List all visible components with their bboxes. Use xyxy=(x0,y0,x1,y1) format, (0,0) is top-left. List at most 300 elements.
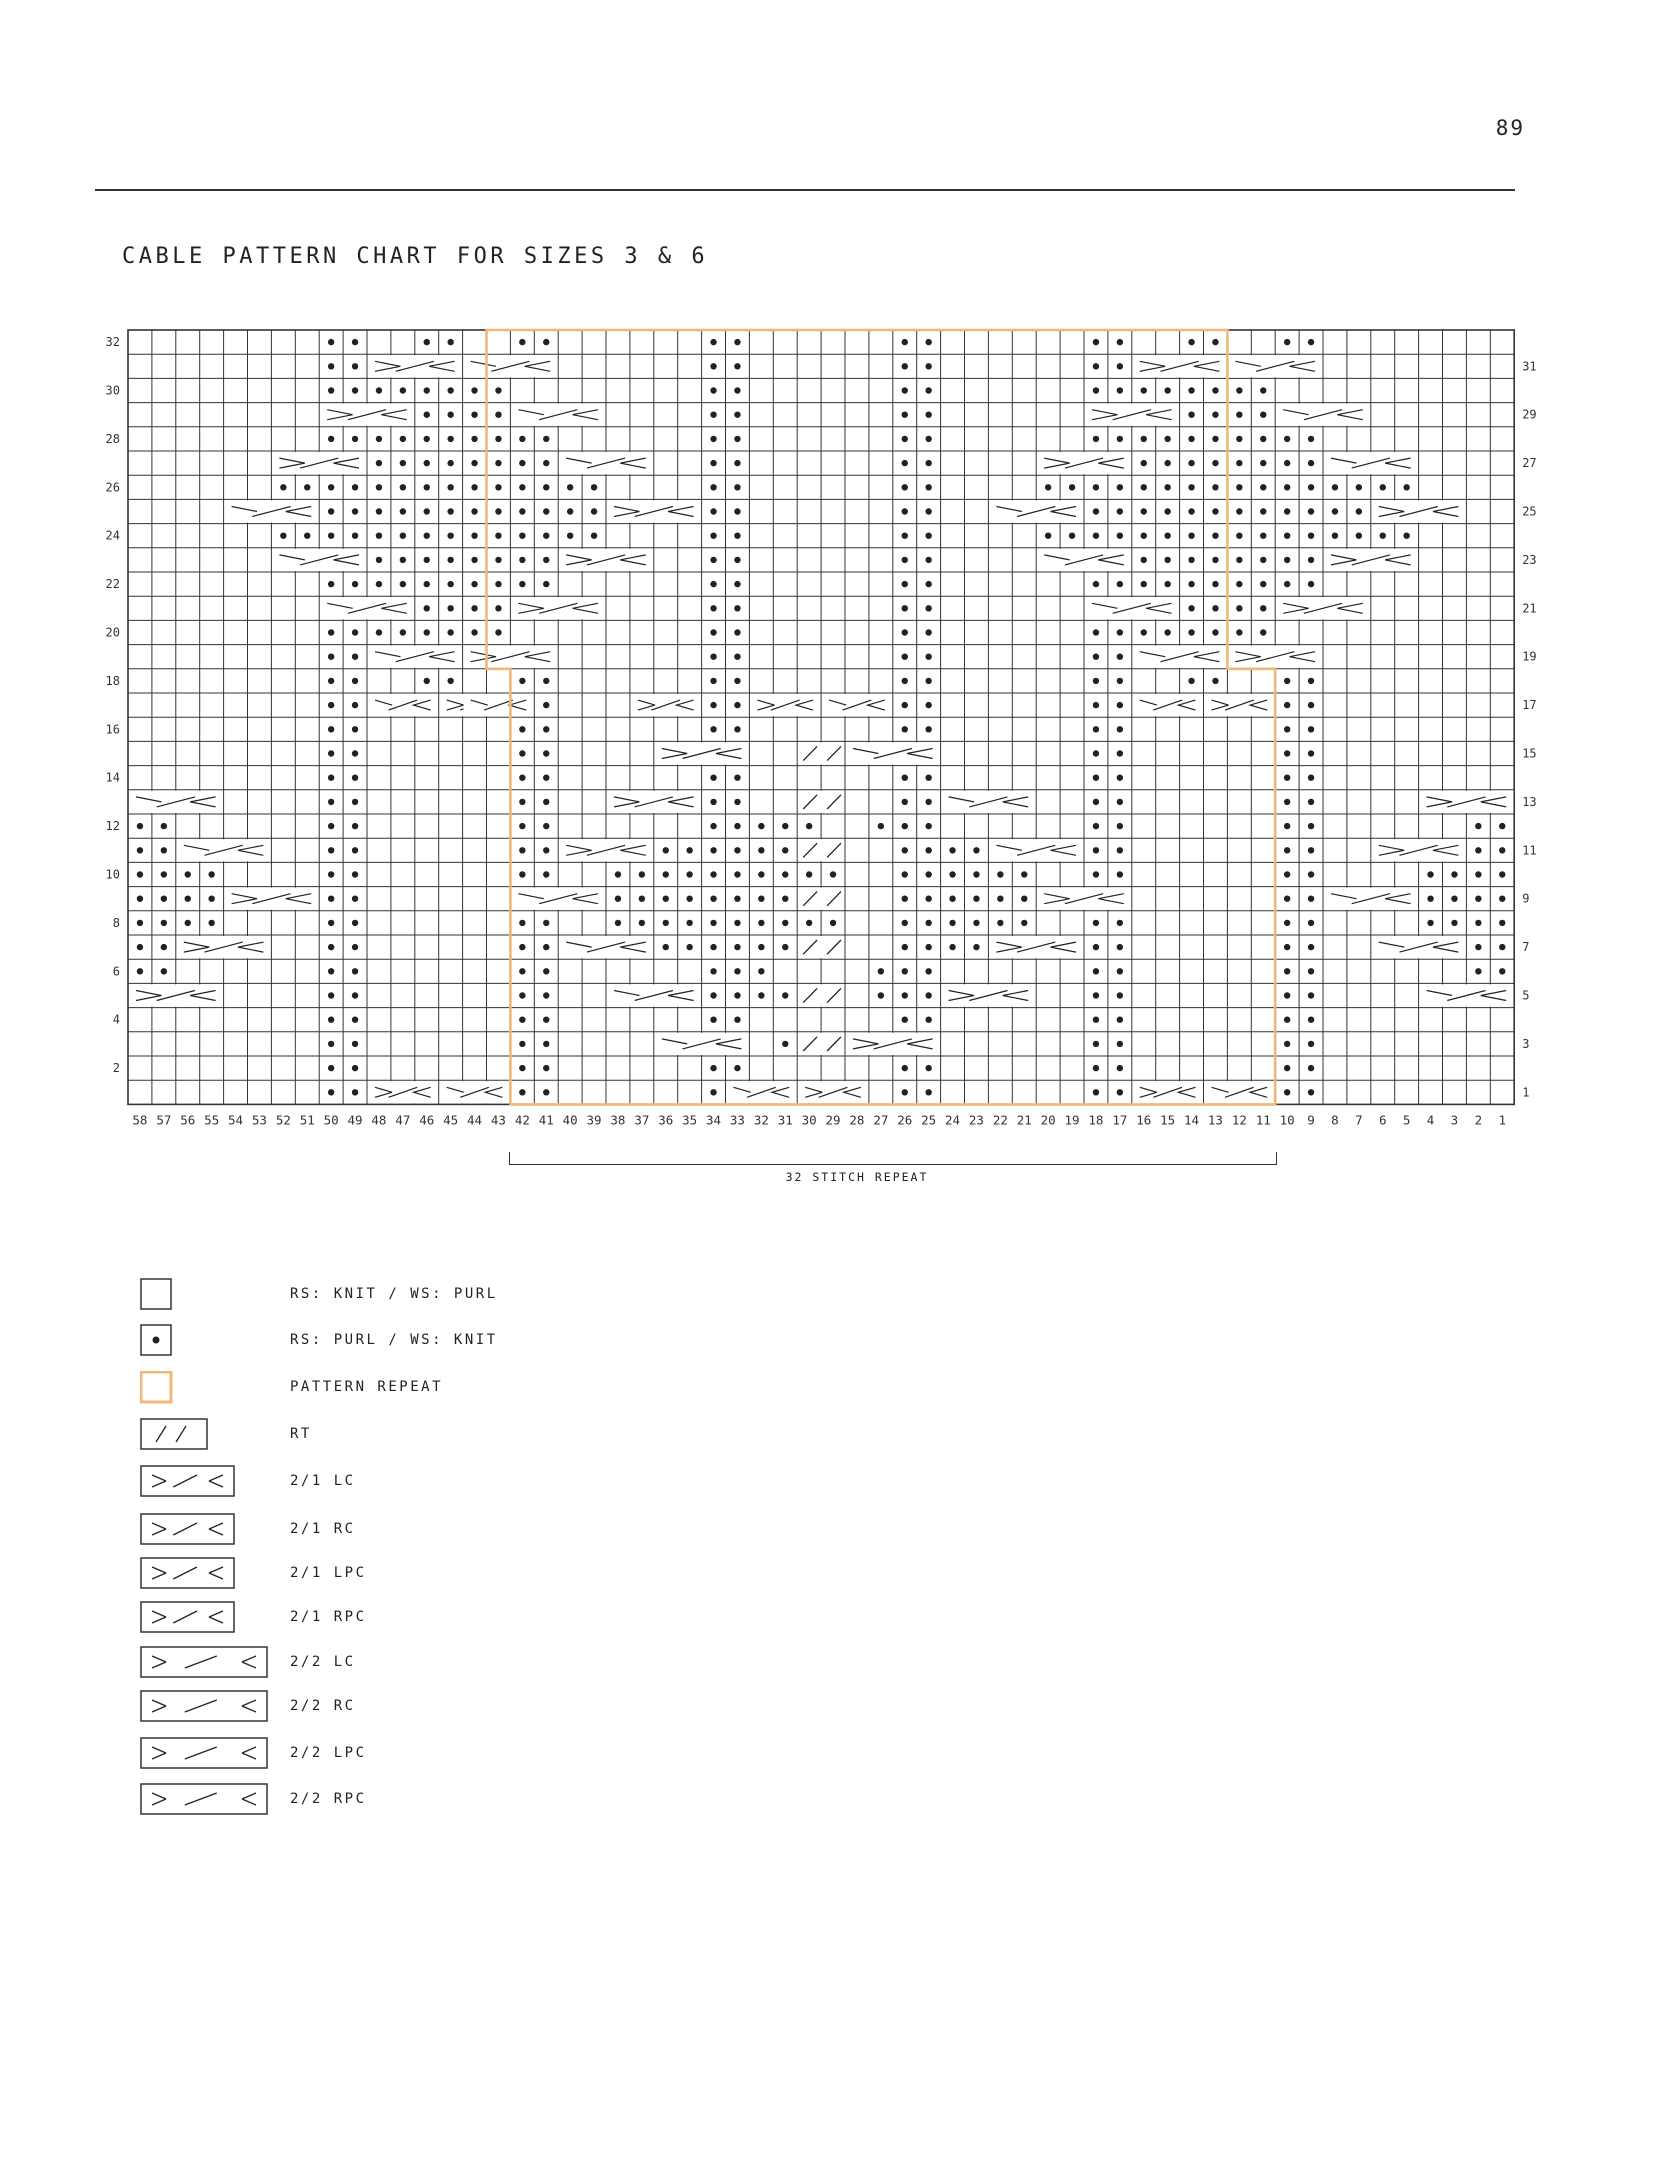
column-label: 42 xyxy=(514,1112,530,1128)
purl-dot xyxy=(1164,533,1170,539)
purl-dot xyxy=(1499,968,1505,974)
purl-dot xyxy=(424,605,430,611)
column-label: 49 xyxy=(347,1112,363,1128)
purl-dot xyxy=(734,823,740,829)
purl-dot xyxy=(1308,1089,1314,1095)
purl-dot xyxy=(1188,629,1194,635)
purl-dot xyxy=(782,1041,788,1047)
purl-dot xyxy=(734,387,740,393)
purl-dot xyxy=(376,581,382,587)
row-label-left: 12 xyxy=(105,819,120,834)
row-label-left: 6 xyxy=(112,964,120,979)
purl-dot xyxy=(902,581,908,587)
purl-dot xyxy=(1308,1017,1314,1023)
purl-dot xyxy=(758,847,764,853)
purl-dot xyxy=(1236,460,1242,466)
purl-dot xyxy=(925,775,931,781)
row-label-right: 11 xyxy=(1522,843,1537,858)
purl-dot xyxy=(1308,920,1314,926)
legend-label: RS: PURL / WS: KNIT xyxy=(290,1332,498,1348)
purl-dot xyxy=(543,1065,549,1071)
purl-dot xyxy=(1021,871,1027,877)
purl-dot xyxy=(352,654,358,660)
purl-dot xyxy=(734,436,740,442)
purl-dot xyxy=(902,387,908,393)
purl-dot xyxy=(734,992,740,998)
purl-dot xyxy=(1093,799,1099,805)
purl-dot xyxy=(567,533,573,539)
rc-2-1-icon xyxy=(140,1513,237,1547)
purl-dot xyxy=(734,581,740,587)
column-label: 29 xyxy=(825,1112,841,1128)
purl-dot xyxy=(710,726,716,732)
purl-dot xyxy=(352,1041,358,1047)
purl-dot xyxy=(997,896,1003,902)
purl-dot xyxy=(734,533,740,539)
purl-dot xyxy=(1332,508,1338,514)
purl-dot xyxy=(925,992,931,998)
purl-dot xyxy=(519,944,525,950)
purl-dot xyxy=(925,460,931,466)
purl-dot xyxy=(710,896,716,902)
purl-dot xyxy=(400,387,406,393)
column-label: 7 xyxy=(1355,1112,1363,1128)
purl-dot xyxy=(1117,920,1123,926)
purl-dot xyxy=(1164,436,1170,442)
purl-dot xyxy=(1117,678,1123,684)
purl-dot xyxy=(710,460,716,466)
row-label-left: 4 xyxy=(112,1012,120,1027)
legend-label: 2/2 RPC xyxy=(290,1791,367,1807)
column-label: 38 xyxy=(610,1112,626,1128)
purl-dot xyxy=(902,944,908,950)
purl-dot xyxy=(447,605,453,611)
cable-bg xyxy=(798,791,844,813)
purl-dot xyxy=(902,460,908,466)
purl-dot xyxy=(352,508,358,514)
purl-dot xyxy=(1284,1089,1290,1095)
purl-dot xyxy=(1475,968,1481,974)
lc-2-1-icon xyxy=(140,1465,237,1499)
purl-dot xyxy=(1212,605,1218,611)
purl-dot xyxy=(710,678,716,684)
purl-dot xyxy=(1236,581,1242,587)
purl-dot xyxy=(1212,678,1218,684)
rpc-2-1-icon xyxy=(140,1601,237,1635)
purl-dot xyxy=(1308,484,1314,490)
purl-dot xyxy=(686,847,692,853)
purl-dot xyxy=(352,750,358,756)
column-label: 5 xyxy=(1402,1112,1411,1128)
row-label-right: 29 xyxy=(1522,407,1537,422)
purl-dot xyxy=(543,871,549,877)
column-label: 37 xyxy=(634,1112,650,1128)
purl-dot xyxy=(519,1041,525,1047)
purl-dot xyxy=(1284,1017,1290,1023)
purl-dot xyxy=(161,944,167,950)
row-label-right: 7 xyxy=(1522,940,1530,955)
column-label: 30 xyxy=(801,1112,817,1128)
purl-dot xyxy=(447,581,453,587)
purl-dot xyxy=(495,508,501,514)
purl-dot xyxy=(543,557,549,563)
purl-dot xyxy=(1284,920,1290,926)
purl-dot xyxy=(1356,508,1362,514)
purl-dot xyxy=(471,436,477,442)
purl-dot xyxy=(471,412,477,418)
purl-dot xyxy=(280,533,286,539)
legend-label: 2/1 RPC xyxy=(290,1609,367,1625)
purl-dot xyxy=(1308,533,1314,539)
purl-dot xyxy=(1117,775,1123,781)
purl-dot xyxy=(519,508,525,514)
purl-dot xyxy=(1093,968,1099,974)
purl-dot xyxy=(997,871,1003,877)
purl-dot xyxy=(710,702,716,708)
purl-dot xyxy=(1117,944,1123,950)
purl-dot xyxy=(710,339,716,345)
purl-dot xyxy=(902,629,908,635)
purl-dot xyxy=(1188,581,1194,587)
purl-dot xyxy=(1475,944,1481,950)
purl-dot xyxy=(1308,775,1314,781)
purl-dot xyxy=(1164,387,1170,393)
purl-dot xyxy=(543,992,549,998)
purl-dot xyxy=(1260,629,1266,635)
purl-dot xyxy=(710,581,716,587)
purl-dot xyxy=(615,896,621,902)
purl-dot xyxy=(1427,896,1433,902)
purl-dot xyxy=(1403,533,1409,539)
purl-dot xyxy=(1284,533,1290,539)
purl-dot xyxy=(400,484,406,490)
purl-dot xyxy=(1093,678,1099,684)
purl-dot xyxy=(1093,363,1099,369)
cable-bg xyxy=(798,936,844,958)
column-label: 21 xyxy=(1016,1112,1032,1128)
purl-dot xyxy=(328,944,334,950)
purl-dot xyxy=(1475,896,1481,902)
purl-dot xyxy=(782,871,788,877)
purl-dot xyxy=(925,436,931,442)
purl-dot xyxy=(495,533,501,539)
column-label: 50 xyxy=(323,1112,339,1128)
purl-dot xyxy=(137,871,143,877)
purl-dot xyxy=(902,799,908,805)
purl-dot xyxy=(710,363,716,369)
purl-dot xyxy=(710,629,716,635)
purl-dot xyxy=(710,412,716,418)
purl-dot xyxy=(710,775,716,781)
purl-dot xyxy=(447,460,453,466)
purl-dot xyxy=(519,750,525,756)
column-label: 39 xyxy=(586,1112,602,1128)
column-label: 36 xyxy=(658,1112,674,1128)
purl-dot xyxy=(1141,484,1147,490)
rpc-2-2-icon xyxy=(140,1783,270,1817)
purl-dot xyxy=(949,944,955,950)
purl-dot xyxy=(447,557,453,563)
purl-dot xyxy=(925,944,931,950)
purl-dot xyxy=(1212,508,1218,514)
purl-dot xyxy=(1284,557,1290,563)
purl-dot xyxy=(471,557,477,563)
column-label: 33 xyxy=(729,1112,745,1128)
legend-label: 2/2 LC xyxy=(290,1654,356,1670)
purl-dot xyxy=(1260,460,1266,466)
purl-dot xyxy=(424,508,430,514)
purl-dot xyxy=(1284,678,1290,684)
purl-dot xyxy=(734,702,740,708)
purl-dot xyxy=(519,992,525,998)
purl-dot xyxy=(352,896,358,902)
purl-dot xyxy=(734,363,740,369)
purl-dot xyxy=(1284,726,1290,732)
purl-dot xyxy=(1188,460,1194,466)
purl-dot xyxy=(758,992,764,998)
purl-dot xyxy=(519,920,525,926)
purl-dot xyxy=(447,436,453,442)
purl-dot xyxy=(758,896,764,902)
purl-dot xyxy=(902,605,908,611)
column-label: 1 xyxy=(1498,1112,1507,1128)
column-label: 9 xyxy=(1307,1112,1315,1128)
purl-dot xyxy=(1380,533,1386,539)
purl-dot xyxy=(1093,992,1099,998)
purl-dot xyxy=(543,847,549,853)
purl-dot xyxy=(328,799,334,805)
purl-dot xyxy=(1356,533,1362,539)
purl-dot xyxy=(543,460,549,466)
purl-dot xyxy=(137,896,143,902)
purl-dot xyxy=(543,678,549,684)
purl-dot xyxy=(1284,871,1290,877)
column-label: 6 xyxy=(1378,1112,1387,1128)
purl-dot xyxy=(447,339,453,345)
purl-dot xyxy=(328,654,334,660)
purl-dot xyxy=(1284,1041,1290,1047)
purl-dot xyxy=(161,871,167,877)
purl-dot xyxy=(925,363,931,369)
row-label-left: 22 xyxy=(105,577,120,592)
purl-dot xyxy=(710,847,716,853)
purl-dot xyxy=(902,847,908,853)
purl-dot xyxy=(902,968,908,974)
purl-dot xyxy=(1475,823,1481,829)
purl-dot xyxy=(1284,460,1290,466)
purl-dot xyxy=(185,896,191,902)
purl-dot xyxy=(519,726,525,732)
purl-dot xyxy=(1117,968,1123,974)
purl-dot xyxy=(782,920,788,926)
lpc-2-1-icon xyxy=(140,1557,237,1591)
purl-dot xyxy=(567,508,573,514)
legend-label: 2/1 LPC xyxy=(290,1565,367,1581)
column-label: 19 xyxy=(1064,1112,1080,1128)
purl-dot xyxy=(1164,460,1170,466)
purl-dot xyxy=(902,412,908,418)
purl-dot xyxy=(1117,508,1123,514)
purl-dot xyxy=(1284,508,1290,514)
purl-dot xyxy=(925,1065,931,1071)
purl-dot xyxy=(495,605,501,611)
purl-dot xyxy=(352,823,358,829)
purl-dot xyxy=(973,944,979,950)
purl-dot xyxy=(1308,460,1314,466)
purl-dot xyxy=(328,581,334,587)
purl-dot xyxy=(519,871,525,877)
purl-dot xyxy=(615,920,621,926)
purl-dot xyxy=(1188,436,1194,442)
row-label-right: 19 xyxy=(1522,649,1537,664)
purl-dot xyxy=(902,436,908,442)
purl-dot xyxy=(878,823,884,829)
purl-dot xyxy=(1236,629,1242,635)
purl-dot xyxy=(710,992,716,998)
purl-dot xyxy=(1308,702,1314,708)
purl-dot xyxy=(1284,484,1290,490)
purl-dot xyxy=(1045,484,1051,490)
purl-dot xyxy=(352,944,358,950)
row-label-left: 18 xyxy=(105,673,120,688)
purl-dot xyxy=(1117,387,1123,393)
purl-dot xyxy=(902,726,908,732)
purl-dot xyxy=(734,799,740,805)
purl-dot xyxy=(1093,702,1099,708)
purl-dot xyxy=(352,678,358,684)
purl-dot xyxy=(328,363,334,369)
column-label: 41 xyxy=(538,1112,554,1128)
column-label: 16 xyxy=(1136,1112,1152,1128)
purl-dot xyxy=(997,920,1003,926)
purl-dot xyxy=(902,508,908,514)
purl-dot xyxy=(1141,581,1147,587)
purl-dot xyxy=(447,629,453,635)
purl-dot xyxy=(519,484,525,490)
purl-dot xyxy=(639,920,645,926)
purl-dot xyxy=(663,896,669,902)
purl-dot xyxy=(328,847,334,853)
purl-dot xyxy=(161,896,167,902)
purl-dot xyxy=(902,823,908,829)
purl-dot xyxy=(519,581,525,587)
purl-dot xyxy=(1284,702,1290,708)
purl-dot xyxy=(663,847,669,853)
purl-dot xyxy=(925,484,931,490)
purl-dot xyxy=(543,533,549,539)
purl-dot xyxy=(161,823,167,829)
repeat-label: 32 STITCH REPEAT xyxy=(785,1170,929,1184)
purl-dot xyxy=(734,605,740,611)
purl-dot xyxy=(1188,387,1194,393)
purl-dot xyxy=(1475,847,1481,853)
row-label-left: 20 xyxy=(105,625,120,640)
purl-dot xyxy=(1141,436,1147,442)
purl-dot xyxy=(1045,533,1051,539)
purl-dot xyxy=(400,508,406,514)
purl-dot xyxy=(1117,363,1123,369)
purl-dot xyxy=(1284,1065,1290,1071)
purl-dot xyxy=(424,436,430,442)
purl-dot xyxy=(1188,557,1194,563)
purl-dot xyxy=(925,557,931,563)
row-label-left: 32 xyxy=(105,335,120,350)
column-label: 44 xyxy=(467,1112,483,1128)
purl-dot xyxy=(1260,436,1266,442)
purl-dot xyxy=(280,484,286,490)
purl-dot xyxy=(400,533,406,539)
purl-dot xyxy=(686,920,692,926)
purl-dot xyxy=(758,823,764,829)
purl-dot xyxy=(495,436,501,442)
purl-dot xyxy=(1427,871,1433,877)
purl-dot xyxy=(925,605,931,611)
purl-dot xyxy=(137,847,143,853)
purl-dot xyxy=(543,920,549,926)
purl-dot xyxy=(734,339,740,345)
purl-dot xyxy=(734,968,740,974)
purl-dot xyxy=(328,702,334,708)
row-label-left: 30 xyxy=(105,383,120,398)
purl-dot xyxy=(734,629,740,635)
row-label-right: 27 xyxy=(1522,456,1537,471)
purl-dot xyxy=(447,533,453,539)
pattern-repeat-icon xyxy=(140,1371,174,1405)
purl-dot xyxy=(424,533,430,539)
purl-dot xyxy=(543,726,549,732)
purl-dot xyxy=(304,484,310,490)
purl-dot xyxy=(447,412,453,418)
purl-dot xyxy=(1499,823,1505,829)
purl-dot xyxy=(734,726,740,732)
column-label: 46 xyxy=(419,1112,435,1128)
purl-dot xyxy=(352,1089,358,1095)
purl-dot xyxy=(352,339,358,345)
column-label: 14 xyxy=(1184,1112,1200,1128)
purl-dot xyxy=(1188,678,1194,684)
purl-dot xyxy=(758,968,764,974)
purl-dot xyxy=(1212,629,1218,635)
purl-dot xyxy=(878,968,884,974)
purl-dot xyxy=(1117,799,1123,805)
purl-dot xyxy=(376,557,382,563)
purl-dot xyxy=(902,484,908,490)
purl-dot xyxy=(925,581,931,587)
purl-dot xyxy=(1284,799,1290,805)
row-label-left: 26 xyxy=(105,480,120,495)
purl-dot xyxy=(1117,533,1123,539)
purl-dot xyxy=(925,1089,931,1095)
purl-dot xyxy=(1332,484,1338,490)
purl-dot xyxy=(1308,678,1314,684)
column-label: 53 xyxy=(251,1112,267,1128)
purl-dot xyxy=(519,1017,525,1023)
purl-dot xyxy=(1236,484,1242,490)
purl-dot xyxy=(352,581,358,587)
column-label: 35 xyxy=(682,1112,698,1128)
purl-dot xyxy=(471,508,477,514)
purl-dot xyxy=(400,629,406,635)
legend-label: 2/1 LC xyxy=(290,1473,356,1489)
column-label: 58 xyxy=(132,1112,148,1128)
column-label: 4 xyxy=(1426,1112,1435,1128)
chart-title: CABLE PATTERN CHART FOR SIZES 3 & 6 xyxy=(122,244,709,269)
purl-dot xyxy=(1308,992,1314,998)
purl-dot xyxy=(1141,387,1147,393)
purl-dot xyxy=(1284,750,1290,756)
purl-dot xyxy=(1117,992,1123,998)
purl-dot xyxy=(949,871,955,877)
